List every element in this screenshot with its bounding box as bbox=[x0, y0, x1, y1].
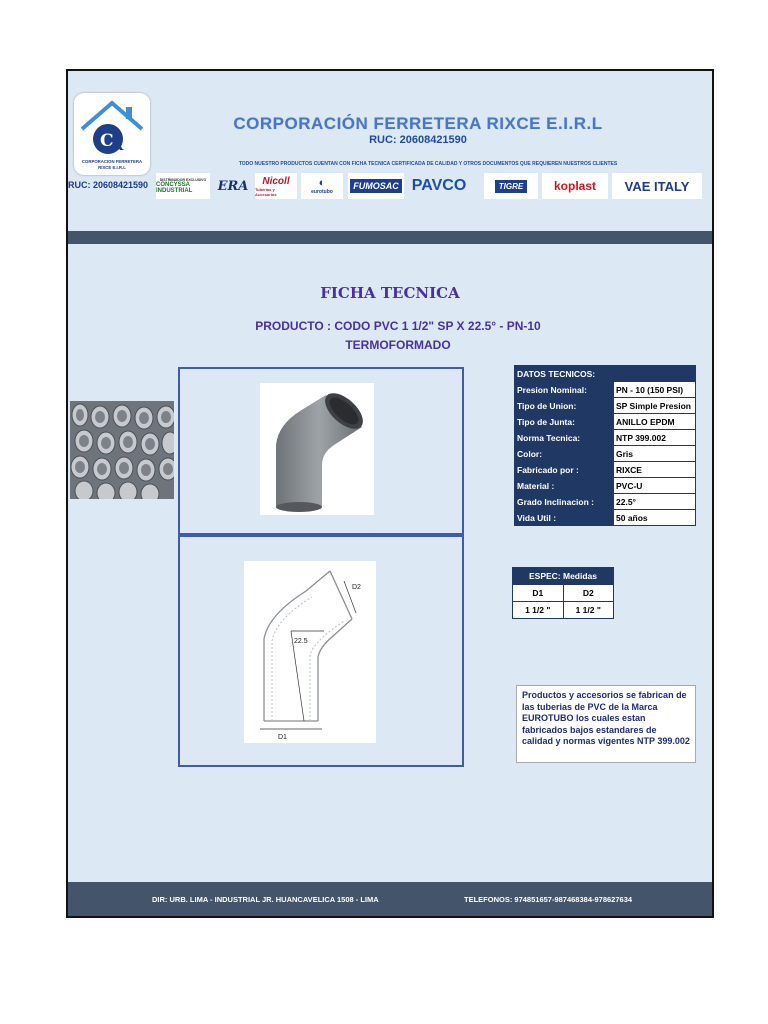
technical-data-table bbox=[514, 365, 696, 526]
data-sheet bbox=[66, 69, 714, 918]
product-photo-frame bbox=[178, 367, 464, 535]
brand-koplast: koplast bbox=[542, 173, 608, 199]
technical-drawing bbox=[244, 561, 376, 743]
brand-tigre: TIGRE bbox=[484, 173, 538, 199]
table-row: Color: Gris bbox=[515, 446, 696, 462]
company-logo bbox=[74, 93, 150, 175]
pipes-photo bbox=[70, 401, 174, 499]
brand-logos bbox=[156, 173, 704, 201]
footer-phones: TELEFONOS: 974851657-987468384-978627634 bbox=[464, 895, 633, 904]
logo-initials-r: R bbox=[111, 136, 124, 154]
footer-address: DIR: URB. LIMA - INDUSTRIAL JR. HUANCAVELICA 1508 - LIMA bbox=[152, 895, 379, 904]
brand-eurotubo: ◐ eurotubo bbox=[301, 173, 343, 199]
product-photo bbox=[260, 383, 374, 515]
table-row: Tipo de Junta: ANILLO EPDM bbox=[515, 414, 696, 430]
technical-drawing-frame bbox=[178, 535, 464, 767]
header-divider bbox=[68, 231, 712, 244]
angle-label: 22.5 bbox=[294, 638, 308, 645]
brand-pavco: PAVCO bbox=[411, 177, 467, 194]
dimensions-table: ESPEC: Medidas D1 D2 1 1/2 " 1 1/2 " bbox=[512, 567, 614, 619]
logo-initials-c: C bbox=[100, 131, 114, 151]
table-row: Tipo de Union: SP Simple Presion bbox=[515, 398, 696, 414]
logo-text: CORPORACION FERRETERA bbox=[81, 159, 143, 164]
table-row: Vida Util : 50 años bbox=[515, 510, 696, 526]
svg-text:RIXCE E.I.R.L: RIXCE E.I.R.L bbox=[98, 165, 126, 170]
table-row: Fabricado por : RIXCE bbox=[515, 462, 696, 478]
ruc-left: RUC: 20608421590 bbox=[68, 180, 149, 190]
quality-notice: TODO NUESTRO PRODUCTOS CUENTAN CON FICHA TECNICA CERTIFICADA DE CALIDAD Y OTROS DOCUMENTOS QUE REQUIEREN NUESTROS CLIENTES bbox=[238, 161, 618, 167]
brand-fumosac: FUMOSAC bbox=[348, 173, 404, 199]
table-row: Norma Tecnica: NTP 399.002 bbox=[515, 430, 696, 446]
company-ruc: RUC: 20608421590 bbox=[369, 134, 467, 146]
d1-label: D1 bbox=[278, 734, 287, 741]
product-name: PRODUCTO : CODO PVC 1 1/2" SP X 22.5° - PN-10 TERMOFORMADO bbox=[255, 319, 541, 352]
table-row: Presion Nominal: PN - 10 (150 PSI) bbox=[515, 382, 696, 398]
pipes-image bbox=[70, 401, 174, 499]
house-logo-icon bbox=[74, 93, 150, 175]
brand-era: ERA bbox=[217, 178, 249, 194]
technical-data-header: DATOS TECNICOS: bbox=[515, 366, 696, 382]
brand-nicoll: Nicoll Tuberías y Accesorios bbox=[255, 173, 297, 199]
brand-vae-italy: VAE ITALY bbox=[612, 173, 702, 199]
doc-title: FICHA TECNICA bbox=[320, 284, 460, 302]
elbow-drawing-icon bbox=[244, 561, 376, 743]
d2-label: D2 bbox=[352, 584, 361, 591]
brand-concyssa: DISTRIBUIDOR EXCLUSIVO CONCYSSA INDUSTRIAL bbox=[156, 173, 210, 199]
eurotubo-icon: ◐ bbox=[318, 177, 326, 189]
elbow-photo-icon bbox=[260, 383, 374, 515]
table-row: Grado Inclinacion : 22.5° bbox=[515, 494, 696, 510]
table-row: Material : PVC-U bbox=[515, 478, 696, 494]
dimensions-header: ESPEC: Medidas bbox=[513, 568, 614, 585]
footer-bar bbox=[68, 882, 712, 916]
manufacturing-note: Productos y accesorios se fabrican de las tuberias de PVC de la Marca EUROTUBO los cuales estan fabricados bajos estandares de calidad y normas vigentes NTP 399.002 bbox=[516, 685, 696, 763]
company-name: CORPORACIÓN FERRETERA RIXCE E.I.R.L bbox=[233, 114, 603, 133]
